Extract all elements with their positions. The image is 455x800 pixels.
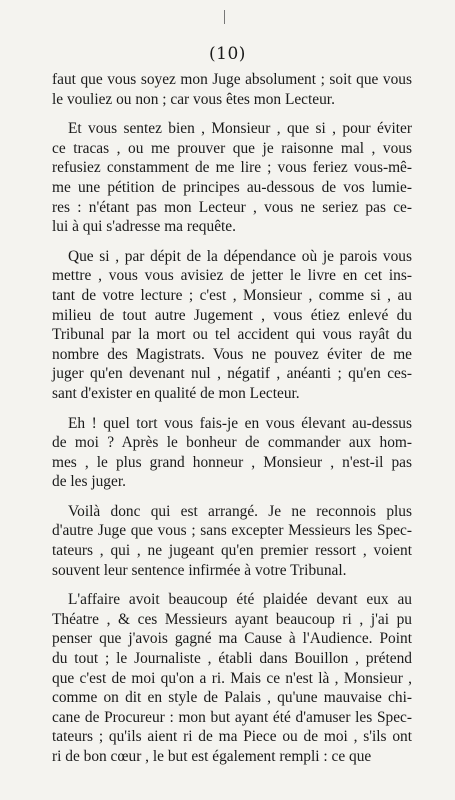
paragraph (52, 247, 412, 404)
text-line: de moi ? Après le bonheur de commander aux hom- (52, 434, 412, 452)
text-line: cane de Procureur : mon but ayant été d'amuser les Spec- (52, 708, 412, 726)
text-line: du tout ; le Journaliste , établi dans Bouillon , prétend (52, 650, 412, 668)
body-text (52, 70, 412, 777)
text-line: Que si , par dépit de la dépendance où je parois vous (68, 247, 412, 265)
paragraph (52, 414, 412, 492)
text-line: Théatre , & ces Messieurs ayant beaucoup ri , j'ai pu (52, 610, 412, 628)
paragraph (52, 502, 412, 580)
text-line: ce tracas , ou me prouver que je raisonne mal , vous (52, 139, 412, 157)
margin-mark (224, 10, 225, 24)
text-line: ri de bon cœur , le but est également rempli : ce que (52, 748, 372, 765)
text-line: L'affaire avoit beaucoup été plaidée devant eux au (68, 591, 412, 609)
text-line: Tribunal par la mort ou tel accident qui vous rayât du (52, 326, 412, 344)
text-line: faut que vous soyez mon Juge absolument ; soit que vous (52, 71, 412, 88)
text-line: milieu de tout autre Jugement , vous étiez enlevé du (52, 306, 412, 324)
paragraph (52, 70, 412, 109)
text-line: sant d'exister en qualité de mon Lecteur. (52, 384, 300, 402)
text-line: Voilà donc qui est arrangé. Je ne reconnois plus (68, 502, 412, 520)
text-line: souvent leur sentence infirmée à votre Tribunal. (52, 561, 347, 579)
text-line: tateurs , qui , ne jugeant qu'en premier ressort , voient (52, 542, 412, 560)
text-line: refusiez constamment de me lire ; vous feriez vous-mê- (52, 159, 412, 177)
text-line: penser que j'avois gagné ma Cause à l'Audience. Point (52, 630, 412, 648)
text-line: tant de votre lecture ; c'est , Monsieur , comme si , au (52, 286, 412, 304)
text-line: de les juger. (52, 473, 126, 491)
page-number: (10) (209, 44, 246, 64)
text-line: mes , le plus grand honneur , Monsieur , n'est-il pas (52, 453, 412, 471)
paragraph (52, 119, 412, 237)
text-line: nombre des Magistrats. Vous ne pouvez éviter de me (52, 345, 412, 363)
text-line: juger qu'en devenant nul , négatif , anéanti ; qu'en ces- (52, 365, 412, 383)
text-line: me une pétition de principes au-dessous de vos lumie- (52, 178, 412, 196)
text-line: tateurs ; qu'ils aient ri de ma Piece ou de moi , s'ils ont (52, 728, 412, 746)
text-line: le vouliez ou non ; car vous êtes mon Lecteur. (52, 90, 335, 108)
text-line: lui à qui s'adresse ma requête. (52, 218, 236, 236)
text-line: res : n'étant pas mon Lecteur , vous ne seriez pas ce- (52, 198, 412, 216)
text-line: Eh ! quel tort vous fais-je en vous élevant au-dessus (68, 414, 412, 432)
text-line: mettre , vous vous avisiez de jetter le livre en cet ins- (52, 267, 412, 285)
text-line: comme on dit en style de Palais , qu'une mauvaise chi- (52, 689, 412, 707)
text-line: que c'est de moi qu'on a ri. Mais ce n'est là , Monsieur , (52, 669, 412, 687)
text-line: Et vous sentez bien , Monsieur , que si , pour éviter (68, 120, 412, 138)
paragraph (52, 590, 412, 766)
text-line: d'autre Juge que vous ; sans excepter Messieurs les Spec- (52, 522, 412, 540)
